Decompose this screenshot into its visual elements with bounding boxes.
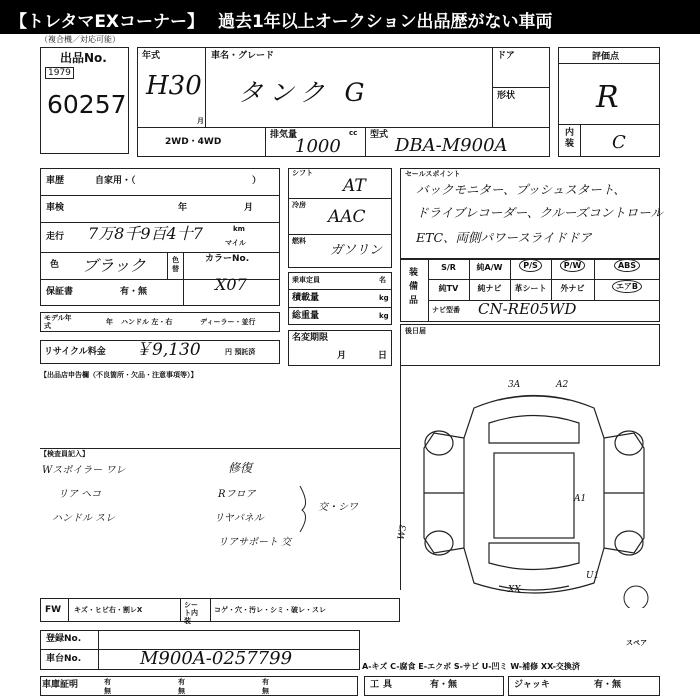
displacement-value: 1000 <box>295 136 341 157</box>
sales-points-label: セールスポイント <box>405 170 461 178</box>
cert-have-2: 有 <box>178 678 185 686</box>
sales-point-line-3: ETC、両側パワースライドドア <box>416 230 592 245</box>
mark-bottom: XX <box>508 585 521 595</box>
mileage-mile: マイル <box>225 239 246 247</box>
chassis-value: M900A-0257799 <box>140 648 293 669</box>
lot-number: 60257 <box>47 90 127 119</box>
load-unit: kg <box>379 294 389 302</box>
name-change-day: 日 <box>378 351 388 361</box>
year-value: H30 <box>146 71 202 101</box>
car-name-label: 車名・グレード <box>211 51 275 61</box>
cert-none-1: 無 <box>104 687 111 695</box>
equip-airbag: エアB <box>594 283 660 291</box>
displacement-label: 排気量 <box>270 130 298 140</box>
capacity-label: 乗車定員 <box>292 276 320 284</box>
inspector-right-3: リヤパネル <box>214 513 264 524</box>
inspector-line-1: Wスポイラー ワレ <box>42 465 126 476</box>
tools-value: 有・無 <box>430 680 458 690</box>
cert-have-3: 有 <box>262 678 269 686</box>
mark-top-1: 3A <box>508 380 521 390</box>
interior-score: C <box>612 132 626 153</box>
mark-right-2: U1 <box>586 571 600 581</box>
mileage-label: 走行 <box>46 232 65 242</box>
bottom-row <box>40 676 358 696</box>
spare-label: スペア <box>626 639 647 647</box>
dealer-options: ディーラー・並行 <box>200 318 256 326</box>
equipment-label: 装備品 <box>409 268 419 306</box>
warranty-label: 保証書 <box>46 287 74 297</box>
navi-model-label: ナビ型番 <box>432 306 460 314</box>
year-month: 月 <box>197 117 204 125</box>
inspector-label: 【検査員記入】 <box>40 450 89 458</box>
top-note: （複合機／対応可能） <box>40 35 120 44</box>
color-no-label: カラーNo. <box>205 254 250 264</box>
interior-label: 内装 <box>565 128 575 149</box>
inspection-month: 月 <box>244 203 254 213</box>
inspector-right-1: 修復 <box>228 461 253 475</box>
cert-none-2: 無 <box>178 687 185 695</box>
sales-point-line-1: バックモニター、プッシュスタート、 <box>416 182 626 197</box>
recycle-unit: 円 預託済 <box>225 348 256 356</box>
color-label: 色 <box>50 260 60 270</box>
shift-value: AT <box>343 176 366 196</box>
shift-label: シフト <box>292 169 313 177</box>
after-date-label: 後日届 <box>405 327 426 335</box>
lot-code: 1979 <box>45 67 74 79</box>
bracket-mark <box>298 484 318 534</box>
declaration-label: 【出品店申告欄（不良箇所・欠品・注意事項等）】 <box>40 371 198 379</box>
year-label: 年式 <box>142 51 161 61</box>
cert-none-3: 無 <box>262 687 269 695</box>
garage-cert-label: 車庫証明 <box>42 680 79 690</box>
navi-model-value: CN-RE05WD <box>478 300 577 318</box>
equip-leather-seat: 革シート <box>514 284 547 293</box>
equip-navi: 純ナビ <box>477 284 502 293</box>
mark-left: W3 <box>396 524 410 541</box>
color-change-label: 色替 <box>172 256 179 273</box>
capacity-unit: 名 <box>379 276 386 284</box>
equip-power-window: P/W <box>551 262 594 270</box>
header-title <box>10 7 552 32</box>
fw-label: FW <box>45 605 62 615</box>
model-year-year: 年 <box>106 318 113 326</box>
mark-top-2: A2 <box>556 380 569 390</box>
doors-label: ドア <box>497 51 515 61</box>
inspection-label: 車検 <box>46 203 65 213</box>
equip-sunroof: S/R <box>441 263 456 272</box>
fw-items: キズ・ヒビ右・割レX <box>74 606 143 614</box>
jack-value: 有・無 <box>594 680 622 690</box>
color-no-value: X07 <box>215 275 247 294</box>
tools-label: 工具 <box>370 680 397 690</box>
grade-score: R <box>596 80 619 115</box>
mark-right: A1 <box>574 494 587 504</box>
inspector-arrow-note: 交・シワ <box>318 502 358 513</box>
mileage-km: km <box>233 225 245 233</box>
handle-options: ハンドル 左・右 <box>121 318 173 326</box>
header-subtitle: 過去1年以上オークション出品歴がない車両 <box>217 12 553 32</box>
registration-label: 登録No. <box>46 634 82 644</box>
equip-abs: ABS <box>594 262 660 270</box>
model-year-label: モデル年式 <box>44 314 72 330</box>
fuel-value: ガソリン <box>330 243 383 258</box>
weight-unit: kg <box>379 312 389 320</box>
grade-label: 評価点 <box>592 52 620 62</box>
warranty-value: 有・無 <box>120 287 148 297</box>
recycle-value: ￥9,130 <box>135 340 201 360</box>
model-label: 型式 <box>370 130 389 140</box>
name-change-label: 名変期限 <box>292 333 329 343</box>
inspector-line-3: ハンドル スレ <box>52 513 116 524</box>
model-value: DBA-M900A <box>395 135 508 156</box>
bracket-close: 】 <box>187 12 205 32</box>
sales-point-line-2: ドライブレコーダー、クルーズコントロール <box>416 205 664 220</box>
cert-have-1: 有 <box>104 678 111 686</box>
aircon-label: 冷房 <box>292 201 306 209</box>
load-label: 積載量 <box>292 293 320 303</box>
history-value: 自家用・（ <box>95 176 136 186</box>
seat-items: コゲ・穴・汚レ・シミ・破レ・スレ <box>214 606 326 614</box>
equip-tv: 純TV <box>438 284 459 293</box>
inspection-year: 年 <box>178 203 188 213</box>
color-value: ブラック <box>82 256 146 275</box>
inspector-line-2: リア ヘコ <box>58 489 102 500</box>
inspector-right-2: Rフロア <box>218 489 256 500</box>
drive-options: 2WD・4WD <box>165 137 222 147</box>
equip-power-steering: P/S <box>510 262 551 270</box>
chassis-label: 車台No. <box>46 654 82 664</box>
corner-name: トレタマEXコーナー <box>27 12 188 32</box>
car-diagram <box>404 378 664 608</box>
aircon-value: AAC <box>328 207 366 227</box>
recycle-label: リサイクル料金 <box>44 347 106 357</box>
equip-aftermarket-navi: 外ナビ <box>560 284 585 293</box>
name-change-month: 月 <box>337 351 347 361</box>
displacement-unit: cc <box>349 129 358 137</box>
bracket-open: 【 <box>10 12 27 32</box>
damage-legend: A-キズ C-腐食 E-エクボ S-サビ U-凹ミ W-補修 XX-交換済 <box>362 662 580 671</box>
inspector-right-4: リアサポート 交 <box>218 537 292 548</box>
history-close: ） <box>252 176 262 186</box>
after-date-box <box>400 324 660 366</box>
fuel-label: 燃料 <box>292 237 306 245</box>
weight-label: 総重量 <box>292 311 320 321</box>
history-label: 車歴 <box>46 176 65 186</box>
mileage-value: 7万8千9百4十7 <box>88 224 203 243</box>
jack-label: ジャッキ <box>514 680 550 690</box>
car-name-value: タンク G <box>238 78 371 107</box>
equip-alloy-wheel: 純A/W <box>476 263 503 272</box>
body-type-label: 形状 <box>497 91 516 101</box>
lot-label: 出品No. <box>60 51 107 65</box>
seat-label: シート内装 <box>184 601 198 625</box>
